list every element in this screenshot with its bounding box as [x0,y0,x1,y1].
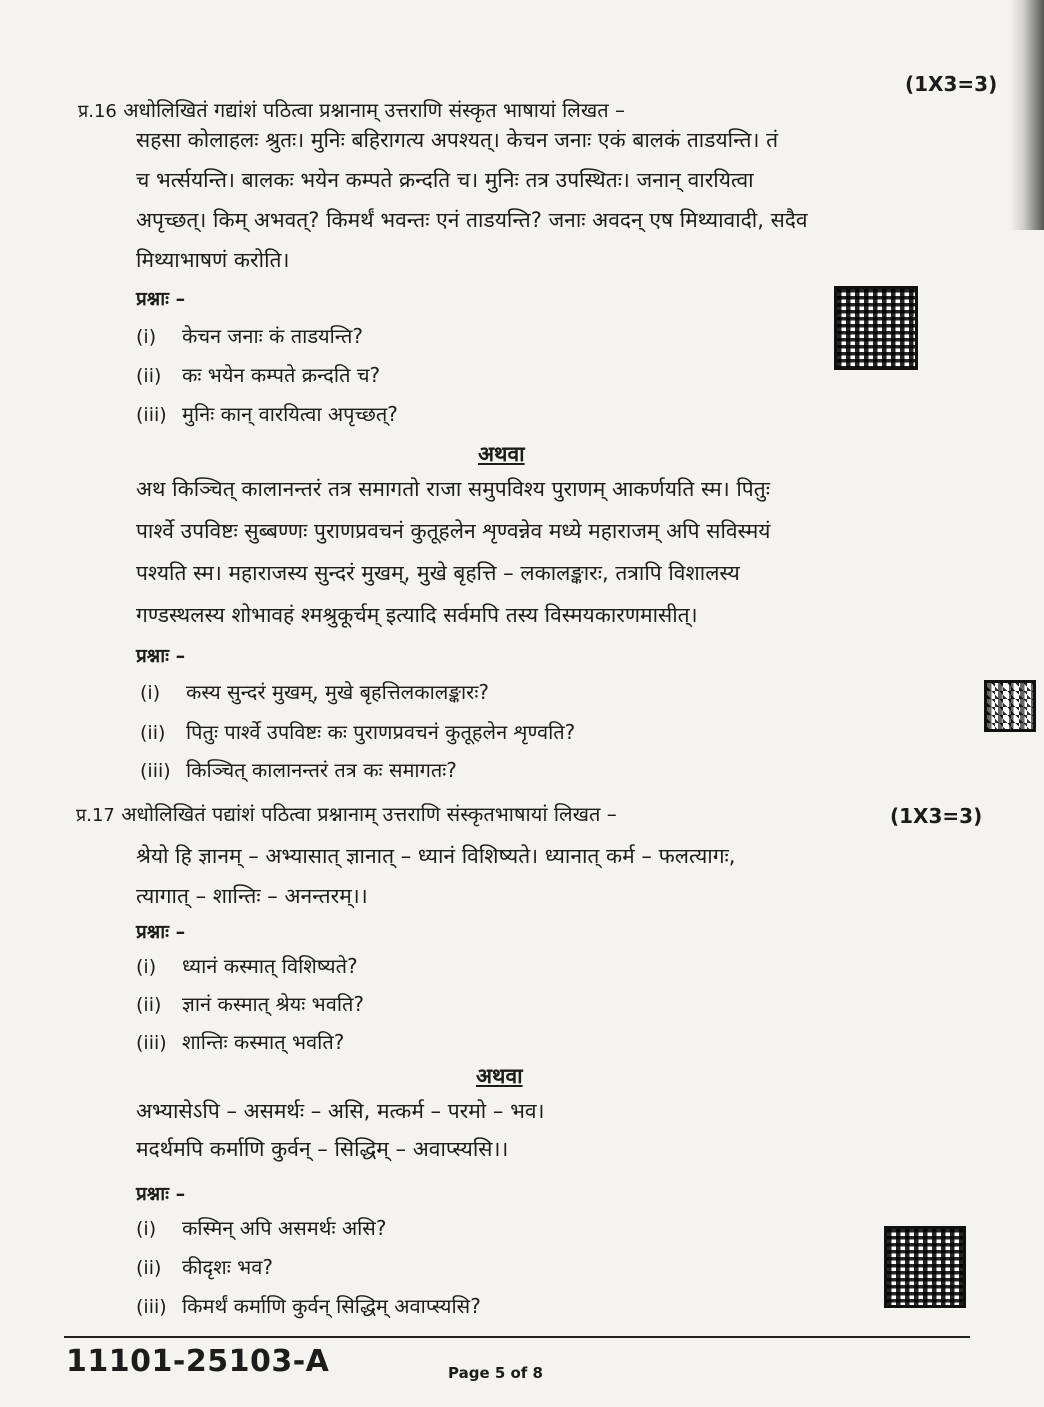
q17-questions-label: प्रश्नाः – [136,921,186,943]
q17-verse [136,836,896,916]
verse-line: श्रेयो हि ज्ञानम् – अभ्यासात् ज्ञानात् – ध्यानं विशिष्यते। ध्यानात् कर्म – फलत्यागः, [136,844,736,868]
passage-line: सहसा कोलाहलः श्रुतः। मुनिः बहिरागत्य अपश्यत्। केचन जनाः एकं बालकं ताडयन्ति। तं [136,128,779,152]
q16-question-3: (iii) मुनिः कान् वारयित्वा अपृच्छत्? [136,402,398,426]
passage-line: मिथ्याभाषणं करोति। [136,248,290,272]
passage-line: पार्श्वे उपविष्टः सुब्बण्णः पुराणप्रवचनं कुतूहलेन शृण्वन्नेव मध्ये महाराजम् अपि सविस्मयं [136,519,771,543]
q17-marks: (1X3=3) [890,804,983,828]
qr-code-1 [834,286,918,370]
q16-number: प्र.16 [78,101,117,122]
qr-code-2 [984,680,1036,732]
q17-alt-verse [136,1092,896,1168]
q16-marks: (1X3=3) [905,72,998,96]
passage-line: अपृच्छत्। किम् अभवत्? किमर्थं भवन्तः एनं ताडयन्ति? जनाः अवदन् एष मिथ्यावादी, सदैव [136,208,808,232]
q17-question-2: (ii) ज्ञानं कस्मात् श्रेयः भवति? [136,992,365,1016]
passage-line: च भर्त्सयन्ति। बालकः भयेन कम्पते क्रन्दति च। मुनिः तत्र उपस्थितः। जनान् वारयित्वा [136,168,754,192]
q17-or-label: अथवा [476,1064,523,1088]
q16-instruction: अधोलिखितं गद्यांशं पठित्वा प्रश्नानाम् उत्तराणि संस्कृत भाषायां लिखत – [123,98,625,122]
q16-question-1: (i) केचन जनाः कं ताडयन्ति? [136,324,363,348]
q17-alt-question-3: (iii) किमर्थं कर्माणि कुर्वन् सिद्धिम् अवाप्स्यसि? [136,1294,481,1318]
q17-number: प्र.17 [76,805,115,826]
q16-alt-question-2: (ii) पितुः पार्श्वे उपविष्टः कः पुराणप्रवचनं कुतूहलेन शृण्वति? [140,720,576,744]
passage-line: गण्डस्थलस्य शोभावहं श्मश्रुकूर्चम् इत्यादि सर्वमपि तस्य विस्मयकारणमासीत्। [136,603,698,627]
q16-or-label: अथवा [478,442,525,466]
q17-question-3: (iii) शान्तिः कस्मात् भवति? [136,1030,345,1054]
footer-rule [64,1336,970,1338]
q16-alt-question-3: (iii) किञ्चित् कालानन्तरं तत्र कः समागतः? [140,758,457,782]
q17-header [76,800,617,827]
q16-alt-passage [136,468,896,636]
q16-alt-questions-label: प्रश्नाः – [136,645,186,667]
passage-line: पश्यति स्म। महाराजस्य सुन्दरं मुखम्, मुखे बृहत्ति – लकालङ्कारः, तत्रापि विशालस्य [136,561,740,585]
q16-questions-label: प्रश्नाः – [136,288,186,310]
q17-alt-question-2: (ii) कीदृशः भव? [136,1255,273,1279]
passage-line: अथ किञ्चित् कालानन्तरं तत्र समागतो राजा समुपविश्य पुराणम् आकर्णयति स्म। पितुः [136,477,770,501]
q17-instruction: अधोलिखितं पद्यांशं पठित्वा प्रश्नानाम् उत्तराणि संस्कृतभाषायां लिखत – [121,802,617,826]
paper-code: 11101-25103-A [66,1344,330,1379]
page-number: Page 5 of 8 [448,1364,543,1382]
qr-code-3 [884,1226,966,1308]
q16-header [78,96,625,123]
scan-edge-shadow [1010,0,1044,230]
verse-line: मदर्थमपि कर्माणि कुर्वन् – सिद्धिम् – अवाप्स्यसि।। [136,1137,509,1161]
q16-question-2: (ii) कः भयेन कम्पते क्रन्दति च? [136,363,381,387]
q16-alt-question-1: (i) कस्य सुन्दरं मुखम्, मुखे बृहत्तिलकालङ्कारः? [140,680,490,704]
verse-line: त्यागात् – शान्तिः – अनन्तरम्।। [136,884,368,908]
verse-line: अभ्यासेऽपि – असमर्थः – असि, मत्कर्म – परमो – भव। [136,1099,545,1123]
q17-alt-questions-label: प्रश्नाः – [136,1183,186,1205]
q17-alt-question-1: (i) कस्मिन् अपि असमर्थः असि? [136,1216,387,1240]
q17-question-1: (i) ध्यानं कस्मात् विशिष्यते? [136,954,358,978]
q16-passage [136,120,896,280]
